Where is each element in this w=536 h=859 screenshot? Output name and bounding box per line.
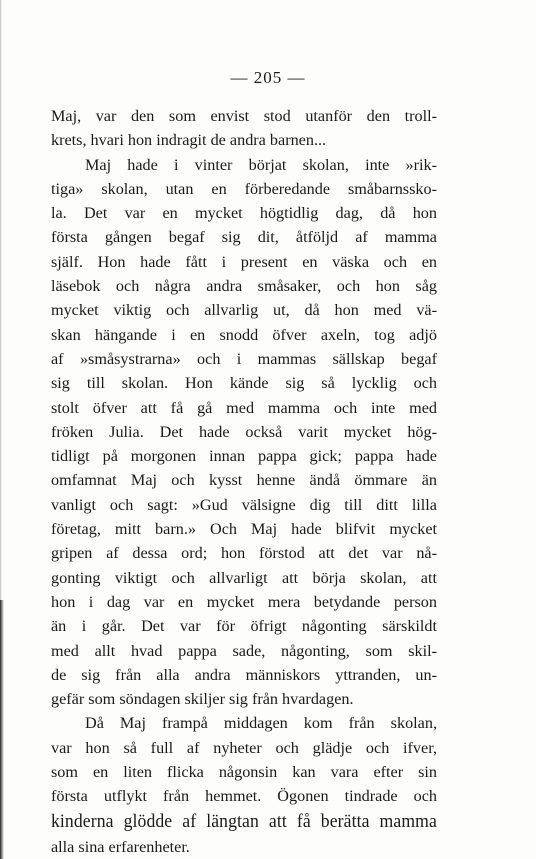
text-line: själf. Hon hade fått i present en väska och en [51,252,437,271]
text-line: var hon så full af nyheter och glädje och ifver, [51,738,437,757]
text-line: läsebok och några andra småsaker, och hon såg [51,277,437,296]
binding-shadow [0,600,4,859]
text-line: la. Det var en mycket högtidlig dag, då hon [51,204,437,223]
text-line: tiga» skolan, utan en förberedande småbarnssko- [51,179,437,198]
text-line: de sig från alla andra människors yttranden, un- [51,665,437,684]
body-text [51,104,437,859]
text-line: alla sina erfarenheter. [51,837,190,856]
text-line: gefär som söndagen skiljer sig från hvardagen. [51,690,354,709]
text-line: företag, mitt barn.» Och Maj hade blifvit mycket [51,520,437,539]
text-line: Då Maj frampå middagen kom från skolan, [85,714,437,733]
text-line: gonting viktigt och allvarligt att börja skolan, att [51,568,437,587]
text-line: mycket viktig och allvarlig ut, då hon med vä- [51,301,437,320]
text-line: af »småsystrarna» och i mammas sällskap begaf [51,349,437,368]
text-line: med allt hvad pappa sade, någonting, som skil- [51,641,437,660]
text-line: vanligt och sagt: »Gud välsigne dig till ditt lilla [51,495,437,514]
text-line: första utflykt från hemmet. Ögonen tindrade och [51,787,437,806]
text-line: gripen af dessa ord; hon förstod att det var nå- [51,544,437,563]
text-line: som en liten flicka någonsin kan vara efter sin [51,763,437,782]
text-line: fröken Julia. Det hade också varit mycket hög- [51,422,437,441]
text-line: Maj hade i vinter börjat skolan, inte »rik- [85,155,437,174]
text-line: Maj, var den som envist stod utanför den troll- [51,107,437,125]
text-line: omfamnat Maj och kysst henne ändå ömmare än [51,471,437,490]
text-line: hon i dag var en mycket mera betydande person [51,592,437,611]
text-line: första gången begaf sig dit, åtföljd af mamma [51,228,437,247]
text-line: krets, hvari hon indragit de andra barnen... [51,131,327,150]
text-line: skan hängande i en snodd öfver axeln, tog adjö [51,325,437,344]
text-line: än i går. Det var för öfrigt någonting särskildt [51,617,437,636]
text-line: sig till skolan. Hon kände sig så lycklig och [51,374,437,393]
text-line: kinderna glödde af längtan att få berätta mamma [51,810,437,832]
text-line: stolt öfver att få gå med mamma och inte med [51,398,437,417]
text-line: tidligt på morgonen innan pappa gick; pappa hade [51,447,437,466]
page-number: — 205 — [230,68,306,87]
